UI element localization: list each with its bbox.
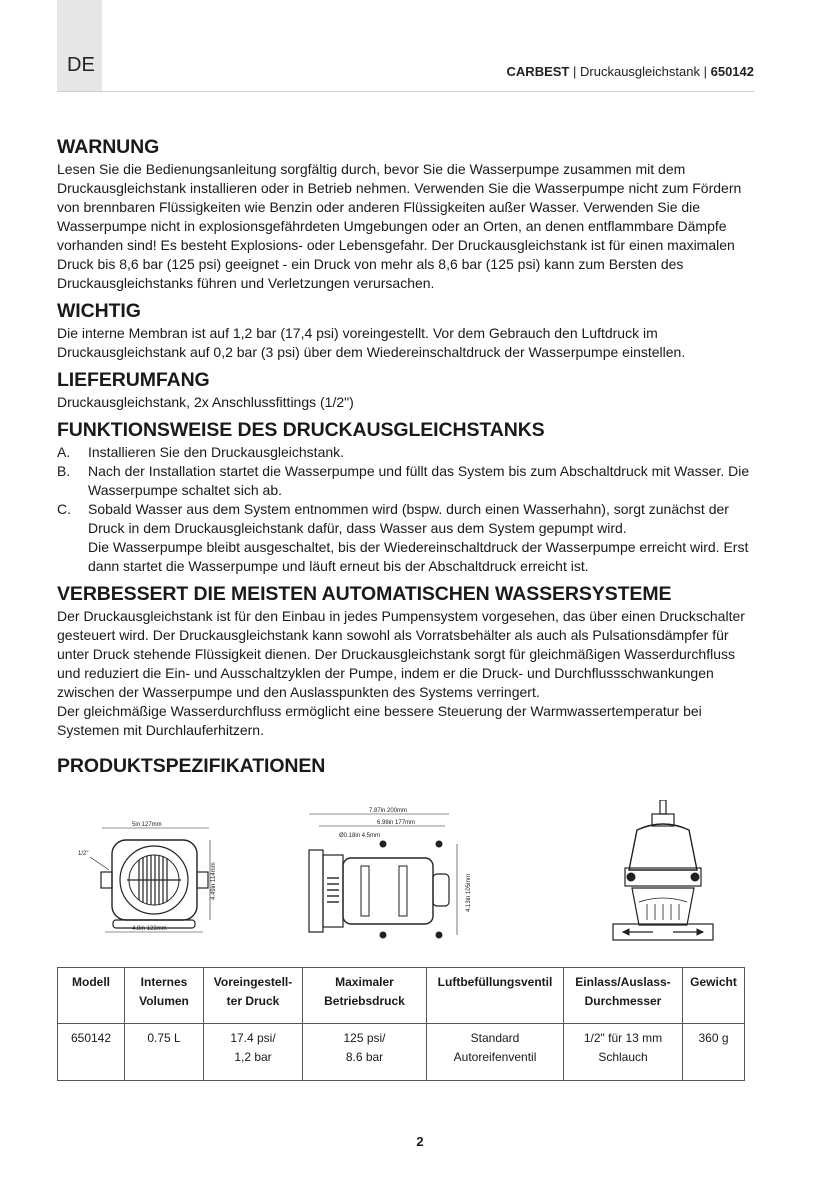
table-cell: Standard Autoreifenventil [427, 1024, 564, 1081]
list-item: B. Nach der Installation startet die Wasserpumpe und füllt das System bis zum Abschaltdruck mit Wasser. Die Wasserpumpe schaltet sich ab. [57, 463, 750, 498]
language-tab [57, 0, 102, 92]
section-wichtig [57, 299, 754, 362]
text-verbessert-2: Der gleichmäßige Wasserdurchfluss ermöglicht eine bessere Steuerung der Warmwassertemperatur bei Systemen mit Durchlauferhitzern. [57, 703, 702, 738]
text-wichtig: Die interne Membran ist auf 1,2 bar (17,4 psi) voreingestellt. Vor dem Gebrauch den Luftdruck im Druckausgleichstank auf 0,2 bar (3 psi) über dem Wiedereinschaltdruck der Wasserpumpe einstellen. [57, 325, 686, 360]
col-header: Modell [58, 968, 125, 1024]
col-header: Internes Volumen [125, 968, 204, 1024]
heading-funktion: FUNKTIONSWEISE DES DRUCKAUSGLEICHSTANKS [57, 419, 545, 441]
heading-produkt: PRODUKTSPEZIFIKATIONEN [57, 755, 326, 777]
heading-wichtig: WICHTIG [57, 300, 141, 322]
product-code: 650142 [710, 64, 754, 79]
front-width-label: 5in 127mm [132, 822, 162, 828]
front-base-label: 4.8in 123mm [132, 926, 167, 932]
list-item: C. Sobald Wasser aus dem System entnommen wird (bspw. durch einen Wasserhahn), sorgt zunächst der Druck in dem Druckausgleichstank dafür, dass Wasser aus dem System gepumpt wird. Die Wasserpumpe bleibt ausgeschaltet, bis der Wiedereinschaltdruck der Wasserpumpe erreicht wird. Erst dann startet die Wasserpumpe und läuft erneut bis der Abschaltdruck erreicht ist. [57, 501, 749, 574]
side-body-label: 6.98in 177mm [377, 820, 416, 826]
text-lieferumfang: Druckausgleichstank, 2x Anschlussfittings (1/2") [57, 394, 354, 410]
spec-table [57, 967, 745, 1081]
text-verbessert: Der Druckausgleichstank ist für den Einbau in jedes Pumpensystem vorgesehen, das über einen Druckschalter gesteuert wird. Der Druckausgleichstank kann sowohl als Vorratsbehälter als auch als Pulsationsdämpfer für unter Druck stehende Flüssigkeit dienen. Der Druckausgleichstank sorgt für gleichmäßigen Wasserdurchfluss und reduziert die Ein- und Ausschaltzyklen der Pumpe, indem er die Druck- und Durchflussschwankungen zwischen der Wasserpumpe und den Auslasspunkten des Systems verringert. [57, 608, 745, 700]
table-cell: 17.4 psi/ 1,2 bar [204, 1024, 303, 1081]
main-content [57, 135, 754, 778]
text-warnung: Lesen Sie die Bedienungsanleitung sorgfältig durch, bevor Sie die Wasserpumpe zusammen mit dem Druckausgleichstank installieren oder in Betrieb nehmen. Verwenden Sie die Wasserpumpe nicht zum Fördern von brennbaren Flüssigkeiten wie Benzin oder anderen Flüssigkeiten außer Wasser. Verwenden Sie die Wasserpumpe nicht in explosionsgefährdeten Umgebungen oder an Orten, an denen entflammbare Dämpfe vorhanden sind! Es besteht Explosions- oder Lebensgefahr. Der Druckausgleichstank ist für einen maximalen Druck bis 8,6 bar (125 psi) geeignet - ein Druck von mehr als 8,6 bar (125 psi) kann zum Bersten des Druckausgleichstanks führen und Verletzungen verursachen. [57, 161, 742, 291]
table-cell: 0.75 L [125, 1024, 204, 1081]
section-warnung [57, 135, 754, 293]
function-steps [57, 443, 754, 576]
side-height-label: 4.13in 105mm [466, 873, 472, 912]
list-item: A. Installieren Sie den Druckausgleichstank. [57, 444, 345, 460]
product-name: Druckausgleichstank [580, 64, 700, 79]
table-cell: 360 g [683, 1024, 745, 1081]
thread-label: 1/2" [78, 851, 89, 857]
product-diagrams [57, 800, 754, 950]
side-view-drawing [309, 808, 472, 938]
section-funktion [57, 418, 754, 576]
running-header: CARBEST | Druckausgleichstank | 650142 [506, 64, 754, 79]
heading-verbessert: VERBESSERT DIE MEISTEN AUTOMATISCHEN WASSERSYSTEME [57, 583, 672, 605]
section-lieferumfang [57, 368, 754, 412]
col-header: Einlass/Auslass- Durchmesser [564, 968, 683, 1024]
front-view-drawing [78, 822, 217, 932]
section-verbessert [57, 582, 754, 740]
section-view-drawing [613, 800, 713, 940]
hole-label: Ø0.18in 4.5mm [339, 833, 381, 839]
col-header: Maximaler Betriebsdruck [303, 968, 427, 1024]
page-number: 2 [416, 1134, 424, 1149]
language-label: DE [67, 54, 95, 76]
table-cell: 125 psi/ 8.6 bar [303, 1024, 427, 1081]
side-overall-label: 7.87in 200mm [369, 808, 408, 814]
heading-warnung: WARNUNG [57, 136, 160, 158]
table-cell: 650142 [58, 1024, 125, 1081]
front-height-label: 4.49in 114mm [211, 862, 217, 900]
table-header-row [58, 968, 745, 1024]
col-header: Gewicht [683, 968, 745, 1024]
heading-lieferumfang: LIEFERUMFANG [57, 369, 210, 391]
table-cell: 1/2" für 13 mm Schlauch [564, 1024, 683, 1081]
header-divider [57, 91, 754, 92]
col-header: Luftbefüllungsventil [427, 968, 564, 1024]
table-row [58, 1024, 745, 1081]
header-separator: | [573, 64, 577, 79]
section-produkt [57, 754, 754, 778]
brand-name: CARBEST [506, 64, 570, 79]
col-header: Voreingestell- ter Druck [204, 968, 303, 1024]
